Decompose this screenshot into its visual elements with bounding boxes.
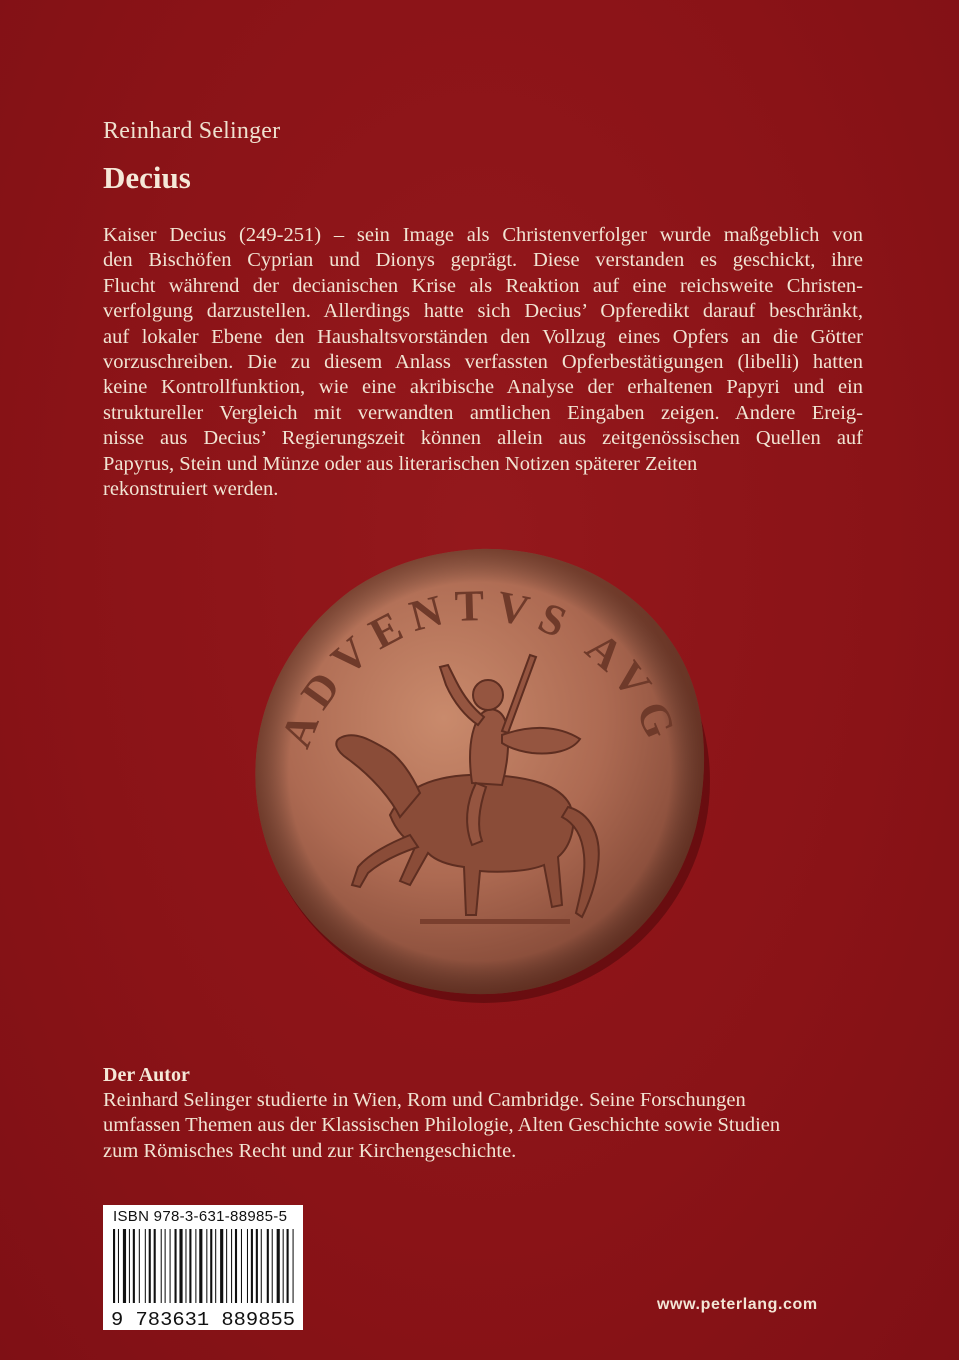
blurb-line: verfolgung darzustellen. Allerdings hatte sich Decius’ Opferedikt darauf beschränkt, bbox=[103, 300, 863, 323]
barcode-bar bbox=[133, 1229, 135, 1303]
barcode-bar bbox=[113, 1229, 115, 1303]
barcode-bar bbox=[241, 1229, 242, 1303]
barcode-bar bbox=[199, 1229, 202, 1303]
barcode-bar bbox=[145, 1229, 146, 1303]
publisher-url[interactable]: www.peterlang.com bbox=[657, 1296, 818, 1313]
blurb-line: rekonstruiert werden. bbox=[103, 478, 279, 501]
blurb-line: Kaiser Decius (249-251) – sein Image als Christenverfolger wurde maßgeblich von bbox=[103, 224, 863, 246]
barcode-bar bbox=[231, 1229, 232, 1303]
about-author-text bbox=[103, 1088, 843, 1164]
barcode-bar bbox=[129, 1229, 130, 1303]
isbn-label: ISBN 978-3-631-88985-5 bbox=[113, 1208, 288, 1225]
blurb-line: Flucht während der decianischen Krise als Reaktion auf eine reichsweite Christen- bbox=[103, 274, 863, 297]
blurb-line: den Bischöfen Cyprian und Dionys geprägt. Diese verstanden es geschickt, ihre bbox=[103, 249, 863, 272]
barcode-bar bbox=[189, 1229, 191, 1303]
barcode-bar bbox=[283, 1229, 284, 1303]
barcode-bar bbox=[247, 1229, 248, 1303]
blurb-line: struktureller Vergleich mit verwandten amtlichen Eingaben zeigen. Andere Ereig- bbox=[103, 401, 863, 424]
about-author-heading: Der Autor bbox=[103, 1064, 190, 1086]
barcode-bar bbox=[175, 1229, 177, 1303]
barcode-bar bbox=[272, 1229, 273, 1303]
about-author-line: umfassen Themen aus der Klassischen Philologie, Alten Geschichte sowie Studien bbox=[103, 1114, 781, 1137]
barcode-bar bbox=[154, 1229, 156, 1303]
barcode-bar bbox=[261, 1229, 262, 1303]
about-author-line: Reinhard Selinger studierte in Wien, Rom und Cambridge. Seine Forschungen bbox=[103, 1089, 746, 1111]
barcode-bar bbox=[170, 1229, 171, 1303]
barcode-bar bbox=[215, 1229, 216, 1303]
blurb-line: keine Kontrollfunktion, wie eine akribische Analyse der erhaltenen Papyri und ein bbox=[103, 376, 863, 399]
barcode-bar bbox=[293, 1229, 294, 1303]
barcode-bar bbox=[267, 1229, 269, 1303]
barcode-bar bbox=[161, 1229, 162, 1303]
barcode-bar bbox=[256, 1229, 258, 1303]
barcode-bar bbox=[195, 1229, 196, 1303]
about-author-line: zum Römisches Recht und zur Kirchengeschichte. bbox=[103, 1139, 517, 1162]
isbn-barcode-box bbox=[103, 1205, 303, 1330]
barcode-bar bbox=[149, 1229, 151, 1303]
barcode-bar bbox=[235, 1229, 237, 1303]
author-name: Reinhard Selinger bbox=[103, 118, 281, 144]
barcode-icon bbox=[109, 1229, 299, 1329]
barcode-digits: 9 783631 889855 bbox=[111, 1309, 295, 1329]
barcode-bar bbox=[220, 1229, 223, 1303]
roman-coin-icon bbox=[240, 535, 720, 1015]
barcode-bar bbox=[118, 1229, 119, 1303]
barcode-bar bbox=[139, 1229, 140, 1303]
blurb-line: nisse aus Decius’ Regierungszeit können allein aus zeitgenössischen Quellen auf bbox=[103, 427, 863, 450]
barcode-bar bbox=[210, 1229, 212, 1303]
barcode-bar bbox=[165, 1229, 166, 1303]
barcode-bar bbox=[251, 1229, 253, 1303]
blurb-line: auf lokaler Ebene den Haushaltsvorständen den Vollzug eines Opfers an die Götter bbox=[103, 325, 863, 348]
blurb-line: Papyrus, Stein und Münze oder aus literarischen Notizen späterer Zeiten bbox=[103, 452, 698, 475]
barcode-bar bbox=[123, 1229, 126, 1303]
barcode-bar bbox=[287, 1229, 289, 1303]
barcode-bar bbox=[185, 1229, 186, 1303]
barcode-bar bbox=[226, 1229, 227, 1303]
barcode-bar bbox=[277, 1229, 280, 1303]
barcode-bar bbox=[206, 1229, 207, 1303]
blurb-line: vorzuschreiben. Die zu diesem Anlass verfassten Opferbestätigungen (libelli) hatten bbox=[103, 351, 863, 374]
coin-inscription: ADVENTVS AVG bbox=[271, 580, 689, 755]
barcode-bar bbox=[179, 1229, 182, 1303]
book-title: Decius bbox=[103, 160, 191, 195]
blurb-text bbox=[103, 223, 863, 502]
